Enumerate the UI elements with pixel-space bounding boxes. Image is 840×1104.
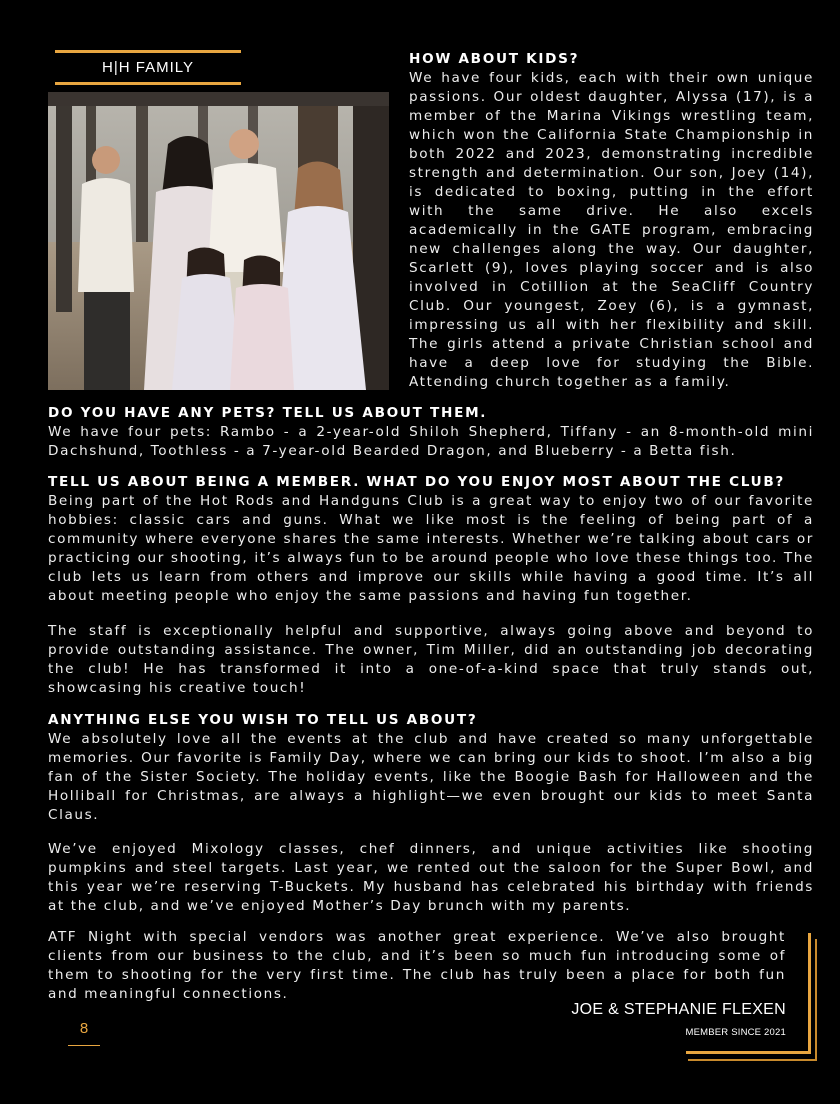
signature-name: JOE & STEPHANIE FLEXEN	[571, 1001, 786, 1018]
member-body: Being part of the Hot Rods and Handguns Club is a great way to enjoy two of our favorite hobbies: classic cars and guns. What we like most is the feeling of being part of a community where everyone shares the same interests. Whether we’re talking about cars or practicing our shooting, it’s always fun to be around people who love these things too. The club lets us learn from others and improve our skills while having a good time. It’s all about meeting people who enjoy the same passions and having fun together.	[48, 493, 814, 604]
staff-body: The staff is exceptionally helpful and supportive, always going above and beyond to provide outstanding assistance. The owner, Tim Miller, did an outstanding job decorating the club! He has transformed it into a one-of-a-kind space that truly stands out, showcasing his creative touch!	[48, 623, 814, 696]
signature-bracket-horizontal	[686, 1051, 811, 1054]
pets-body: We have four pets: Rambo - a 2-year-old Shiloh Shepherd, Tiffany - an 8-month-old mini Dachshund, Toothless - a 7-year-old Bearded Dragon, and Blueberry - a Betta fish.	[48, 424, 814, 459]
kids-section	[409, 50, 814, 392]
atf-body: ATF Night with special vendors was another great experience. We’ve also brought clients from our business to the club, and it’s been so much fun introducing some of them to shooting for the very first time. The club has truly been a place for both fun and meaningful connections.	[48, 929, 786, 1002]
section-tag	[55, 50, 241, 84]
tag-rule-bottom	[55, 82, 241, 85]
signature-bracket-vertical-outer	[815, 939, 817, 1061]
page-number-rule	[68, 1045, 100, 1046]
kids-body: We have four kids, each with their own unique passions. Our oldest daughter, Alyssa (17), is a member of the Marina Vikings wrestling team, which won the California State Championship in both 2022 and 2023, demonstrating incredible strength and determination. Our son, Joey (14), is dedicated to boxing, putting in the effort with the same drive. He also excels academically in the GATE program, embracing new challenges along the way. Our daughter, Scarlett (9), loves playing soccer and is also involved in Cotillion at the SeaCliff Country Club. Our youngest, Zoey (6), is a gymnast, impressing us all with her flexibility and skill. The girls attend a private Christian school and have a deep love for studying the Bible. Attending church together as a family.	[409, 70, 814, 390]
else-body: We absolutely love all the events at the club and have created so many unforgettable memories. Our favorite is Family Day, where we can bring our kids to shoot. I’m also a big fan of the Sister Society. The holiday events, like the Boogie Bash for Halloween and the Holliball for Christmas, are always a highlight—we even brought our kids to meet Santa Claus.	[48, 731, 814, 823]
else-heading: ANYTHING ELSE YOU WISH TO TELL US ABOUT?	[48, 712, 478, 728]
tag-rule-top	[55, 50, 241, 53]
signature-bracket-vertical	[808, 933, 811, 1054]
family-photo-illustration	[48, 92, 389, 390]
mixology-body: We’ve enjoyed Mixology classes, chef dinners, and unique activities like shooting pumpkins and steel targets. Last year, we rented out the saloon for the Super Bowl, and this year we’re reserving T-Buckets. My husband has celebrated his birthday with friends at the club, and we’ve enjoyed Mother’s Day brunch with my parents.	[48, 841, 814, 914]
page-number: 8	[79, 1020, 89, 1037]
staff-paragraph	[48, 622, 814, 698]
pets-heading: DO YOU HAVE ANY PETS? TELL US ABOUT THEM.	[48, 405, 488, 421]
pets-section	[48, 404, 814, 461]
member-heading: TELL US ABOUT BEING A MEMBER. WHAT DO YOU ENJOY MOST ABOUT THE CLUB?	[48, 474, 786, 490]
member-since: MEMBER SINCE 2021	[685, 1027, 786, 1038]
member-section	[48, 473, 814, 606]
else-section	[48, 711, 814, 825]
section-tag-label: H|H FAMILY	[102, 59, 194, 76]
family-photo	[48, 92, 389, 390]
mixology-paragraph	[48, 840, 814, 916]
kids-heading: HOW ABOUT KIDS?	[409, 51, 580, 67]
atf-paragraph	[48, 928, 786, 1004]
signature-bracket-horizontal-outer	[688, 1059, 817, 1061]
